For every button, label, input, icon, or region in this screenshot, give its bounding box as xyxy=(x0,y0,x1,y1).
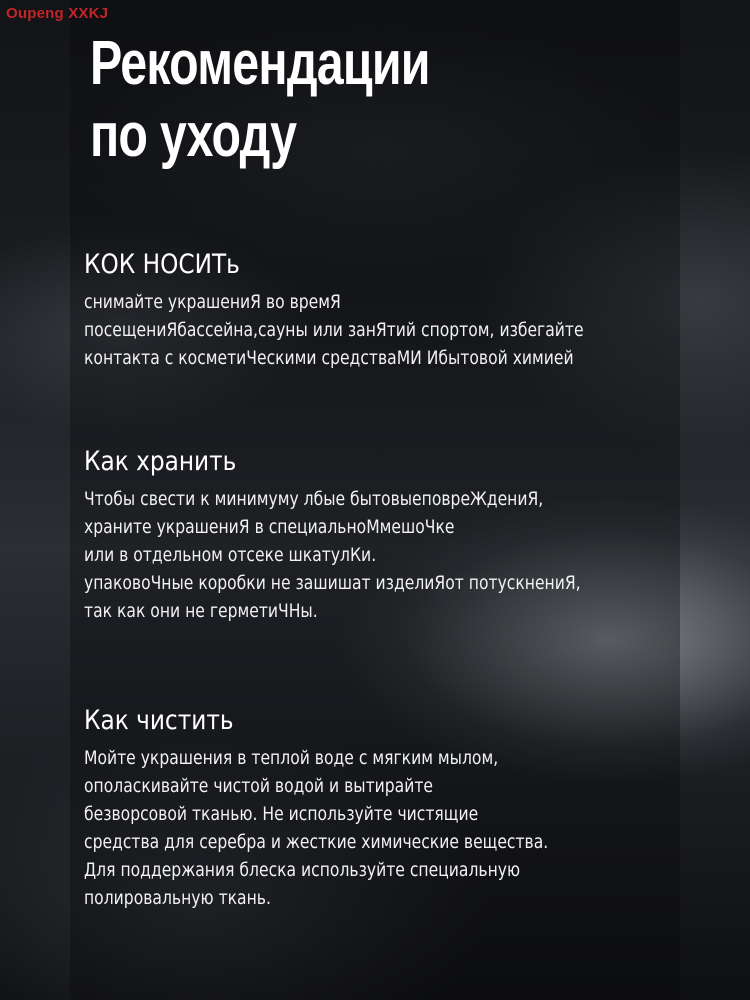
title-line-1: Рекомендации xyxy=(90,29,430,98)
text-line: так как они не герметиЧНы. xyxy=(84,600,318,622)
text-line: безворсовой тканью. Не используйте чистящие xyxy=(84,803,479,825)
text-line: храните украшениЯ в специальноМмешоЧке xyxy=(84,516,455,538)
text-line: снимайте украшениЯ во времЯ xyxy=(84,291,341,313)
text-line: Мойте украшения в теплой воде с мягким мылом, xyxy=(84,747,499,769)
text-line: Чтобы свести к минимуму лбые бытовыеповреЖдениЯ, xyxy=(84,488,544,510)
text-line: средства для серебра и жесткие химические вещества. xyxy=(84,831,549,853)
section-body xyxy=(84,485,704,625)
section-how-to-wear xyxy=(84,248,704,372)
section-body xyxy=(84,288,704,372)
title-line-2: по уходу xyxy=(90,101,297,170)
text-line: или в отдельном отсеке шкатулКи. xyxy=(84,544,377,566)
text-line: упаковоЧные коробки не зашишат изделиЯот потускнениЯ, xyxy=(84,572,581,594)
section-heading: КОК НОСИТь xyxy=(84,249,240,280)
section-how-to-store xyxy=(84,445,704,625)
page-title xyxy=(90,28,430,172)
section-heading: Как чистить xyxy=(84,705,234,736)
text-line: ополаскивайте чистой водой и вытирайте xyxy=(84,775,433,797)
text-line: Для поддержания блеска используйте специальную xyxy=(84,859,521,881)
text-line: посещениЯбассейна,сауны или занЯтий спортом, избегайте xyxy=(84,319,584,341)
section-how-to-clean xyxy=(84,704,704,912)
watermark: Oupeng XXKJ xyxy=(6,5,109,22)
text-line: полировальную ткань. xyxy=(84,887,271,909)
section-body xyxy=(84,744,704,912)
text-line: контакта с косметиЧескими средстваМИ Ибытовой химией xyxy=(84,347,574,369)
section-heading: Как хранить xyxy=(84,446,237,477)
